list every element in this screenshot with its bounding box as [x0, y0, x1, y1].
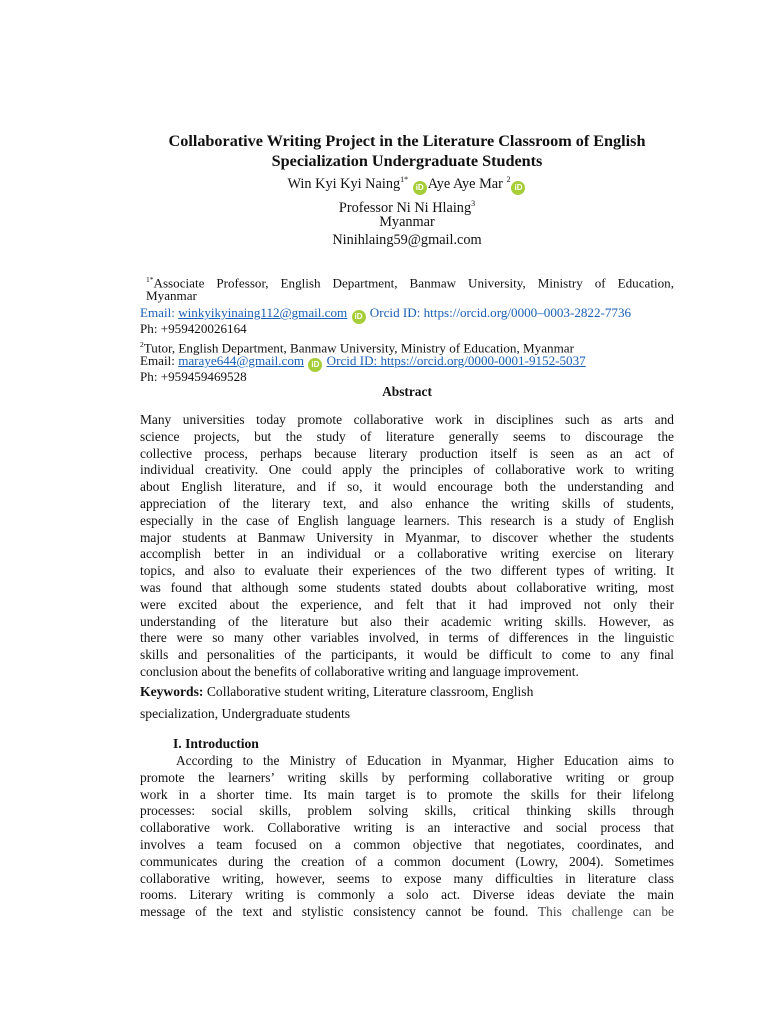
affiliation-1-text: Associate Professor, English Department, Banmaw University, Ministry of Education,	[153, 275, 674, 291]
introduction-line: collaborative work. Collaborative writing is an interactive and social process that	[140, 820, 674, 836]
orcid-label: Orcid ID:	[326, 353, 378, 368]
email-label: Email:	[140, 305, 179, 320]
author-2-orcid-link[interactable]: https://orcid.org/0000-0001-9152-5037	[377, 353, 586, 368]
introduction-line-text: message of the text and stylistic consistency cannot be found.	[140, 904, 538, 920]
abstract-line: conclusion about the benefits of collaborative writing and language improvement.	[140, 663, 579, 679]
author-2-sup: 2	[506, 175, 511, 184]
keywords-block	[140, 681, 674, 725]
abstract-heading: Abstract	[382, 384, 432, 399]
abstract-line: were excited about the experience, and felt that it had improved not only their	[140, 596, 674, 612]
keywords-line-2: specialization, Undergraduate students	[140, 706, 351, 721]
author-1-sup: 1*	[400, 175, 409, 184]
introduction-line: communicates during the creation of a common document (Lowry, 2004). Sometimes	[140, 853, 674, 869]
introduction-heading: I. Introduction	[173, 736, 259, 751]
abstract-line: accomplish better in an individual or a collaborative writing exercise on literary	[140, 546, 674, 562]
abstract-line: Many universities today promote collaborative work in disciplines such as arts and	[140, 412, 674, 427]
affiliation-1-country: Myanmar	[146, 288, 197, 303]
abstract-line: especially in the case of English language learners. This research is a study of English	[140, 512, 674, 528]
author-2-name: Aye Aye Mar	[427, 175, 503, 192]
affiliation-1-sup: 1*	[146, 275, 154, 284]
affiliation-1-phone: Ph: +959420026164	[140, 321, 247, 336]
title-line-2: Specialization Undergraduate Students	[271, 152, 543, 170]
author-2-email-link[interactable]: maraye644@gmail.com	[178, 353, 305, 368]
author-1-name: Win Kyi Kyi Naing	[287, 175, 401, 192]
introduction-line: work in a shorter time. Its main target is to promote the skills for their lifelong	[140, 786, 674, 802]
introduction-line: involves a team focused on a common objective that negotiates, coordinates, and	[140, 836, 674, 852]
introduction-last-line	[140, 904, 674, 921]
email-label: Email:	[140, 353, 179, 368]
introduction-line: According to the Ministry of Education in Myanmar, Higher Education aims to	[176, 753, 674, 768]
abstract-line: understanding of the literature but also their academic writing skills. However, as	[140, 613, 674, 629]
abstract-line: major students at Banmaw University in Myanmar, to discover whether the students	[140, 529, 674, 545]
affiliation-2-phone: Ph: +959459469528	[140, 369, 247, 384]
author-1-email-link[interactable]: winkyikyinaing112@gmail.com	[178, 305, 348, 320]
introduction-line: promote the learners’ writing skills by performing collaborative writing or group	[140, 769, 674, 785]
orcid-icon[interactable]: iD	[352, 310, 366, 324]
abstract-line: skills and personalities of the participants, it would be difficult to come to any final	[140, 647, 674, 663]
affiliation-2-sup: 2	[140, 340, 144, 349]
orcid-label: Orcid ID:	[369, 305, 424, 320]
orcid-icon[interactable]: iD	[308, 358, 322, 372]
introduction-line: collaborative writing, however, seems to expose many difficulties in literature class	[140, 870, 674, 886]
keywords-text: Collaborative student writing, Literature classroom, English	[203, 684, 534, 699]
abstract-line: there were so many other variables involved, in terms of differences in the linguistic	[140, 630, 674, 646]
abstract-line: science projects, but the study of literature generally seems to discourage the	[140, 428, 674, 444]
professor-country: Myanmar	[379, 214, 435, 230]
affiliation-2-text: Tutor, English Department, Banmaw University, Ministry of Education, Myanmar	[143, 340, 574, 356]
professor-name: Professor Ni Ni Hlaing	[338, 199, 472, 216]
introduction-line: processes: social skills, problem solving skills, critical thinking skills through	[140, 803, 674, 819]
author-line	[140, 171, 674, 195]
professor-sup: 3	[471, 199, 476, 208]
abstract-line: individual creativity. One could apply the principles of collaborative work to writing	[140, 462, 674, 478]
introduction-line: rooms. Literary writing is commonly a solo act. Diverse ideas deviate the main	[140, 887, 674, 903]
abstract-line: topics, and also to evaluate their experiences of the two different types of writing. It	[140, 563, 674, 579]
keywords-label: Keywords:	[140, 684, 204, 699]
introduction-line-grey: This challenge can be	[538, 904, 674, 920]
abstract-body	[140, 412, 674, 681]
abstract-line: collective process, perhaps because literary production itself is seen as an act of	[140, 445, 674, 461]
professor-email: Ninihlaing59@gmail.com	[332, 232, 482, 248]
orcid-icon[interactable]: iD	[511, 181, 525, 195]
abstract-line: was found that although some students stated doubts about collaborative writing, most	[140, 579, 674, 595]
paper-title	[140, 131, 674, 171]
author-1-orcid-link[interactable]: https://orcid.org/0000–0003-2822-7736	[423, 305, 632, 320]
introduction-body	[140, 753, 674, 921]
title-line-1: Collaborative Writing Project in the Literature Classroom of English	[168, 132, 646, 150]
keywords-line-1	[140, 681, 674, 703]
abstract-line: about English literature, and if so, it would encourage both the understanding and	[140, 479, 674, 495]
abstract-line: appreciation of the literary text, and also enhance the writing skills of students,	[140, 495, 674, 511]
orcid-icon[interactable]: iD	[413, 181, 427, 195]
